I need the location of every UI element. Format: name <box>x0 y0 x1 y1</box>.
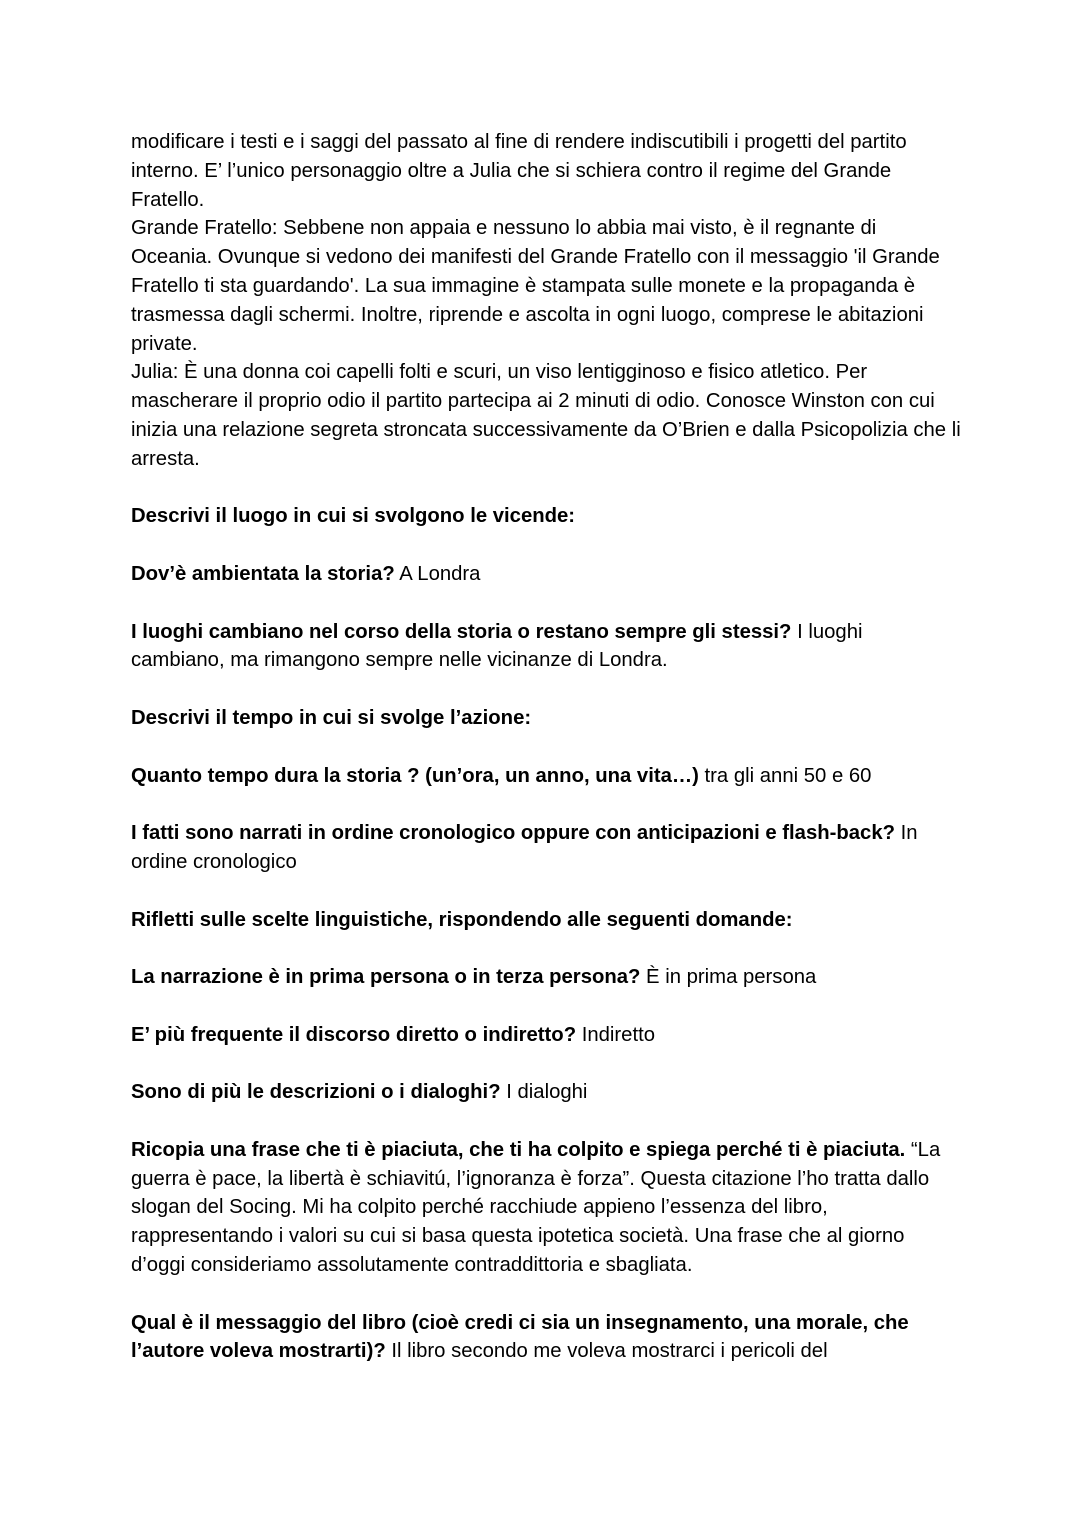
quote-question <box>131 1136 961 1280</box>
answer-text: “La guerra è pace, la libertà è schiavitú, l’ignoranza è forza”. Questa citazione l’ho tratta dallo slogan del Socing. Mi ha colpito perché racchiude appieno l’essenza del libro, rappresentando i valori su cui si basa questa ipotetica società. Una frase che al giorno d’oggi consideriamo assolutamente contraddittoria e sbagliata. <box>131 1138 941 1277</box>
time-heading: Descrivi il tempo in cui si svolge l’azione: <box>131 706 532 729</box>
answer-text: Il libro secondo me voleva mostrarci i pericoli del <box>385 1340 828 1363</box>
time-question-1 <box>131 762 961 791</box>
winston-description-continued: modificare i testi e i saggi del passato al fine di rendere indiscutibili i progetti del partito interno. E’ l’unico personaggio oltre a Julia che si schiera contro il regime del Grande Fratello. <box>131 131 907 211</box>
answer-text: In ordine cronologico <box>131 822 918 873</box>
message-question <box>131 1309 961 1367</box>
question-text: I luoghi cambiano nel corso della storia o restano sempre gli stessi? <box>131 620 792 643</box>
question-text: La narrazione è in prima persona o in terza persona? <box>131 966 641 989</box>
document-page <box>131 128 961 1366</box>
grande-fratello-description: Grande Fratello: Sebbene non appaia e nessuno lo abbia mai visto, è il regnante di Oceania. Ovunque si vedono dei manifesti del Grande Fratello con il messaggio 'il Grande Fratello ti sta guardando'. La sua immagine è stampata sulle monete e la propaganda è trasmessa dagli schermi. Inoltre, riprende e ascolta in ogni luogo, comprese le abitazioni private. <box>131 217 940 355</box>
question-text: Ricopia una frase che ti è piaciuta, che ti ha colpito e spiega perché ti è piaciuta. <box>131 1138 906 1161</box>
place-question-1 <box>131 560 961 589</box>
language-question-1 <box>131 963 961 992</box>
question-text: E’ più frequente il discorso diretto o indiretto? <box>131 1023 577 1046</box>
language-heading: Rifletti sulle scelte linguistiche, rispondendo alle seguenti domande: <box>131 908 793 931</box>
answer-text: A Londra <box>394 562 481 585</box>
answer-text: tra gli anni 50 e 60 <box>698 764 872 787</box>
question-text: Qual è il messaggio del libro (cioè credi ci sia un insegnamento, una morale, che l’autore voleva mostrarti)? <box>131 1311 909 1363</box>
place-heading: Descrivi il luogo in cui si svolgono le vicende: <box>131 505 576 528</box>
language-question-3 <box>131 1078 961 1107</box>
time-question-2 <box>131 819 961 877</box>
answer-text: I dialoghi <box>500 1081 588 1104</box>
place-question-2 <box>131 618 961 676</box>
julia-description: Julia: È una donna coi capelli folti e scuri, un viso lentigginoso e fisico atletico. Per mascherare il proprio odio il partito partecipa ai 2 minuti di odio. Conosce Winston con cui inizia una relazione segreta stroncata successivamente da O’Brien e dalla Psicopolizia che li arresta. <box>131 361 961 470</box>
question-text: Dov’è ambientata la storia? <box>131 562 395 585</box>
question-text: Sono di più le descrizioni o i dialoghi? <box>131 1081 501 1104</box>
language-question-2 <box>131 1021 961 1050</box>
question-text: Quanto tempo dura la storia ? (un’ora, un anno, una vita…) <box>131 764 699 787</box>
answer-text: I luoghi cambiano, ma rimangono sempre nelle vicinanze di Londra. <box>131 620 863 672</box>
answer-text: È in prima persona <box>640 966 817 989</box>
question-text: I fatti sono narrati in ordine cronologico oppure con anticipazioni e flash-back? <box>131 822 896 845</box>
answer-text: Indiretto <box>576 1023 656 1046</box>
